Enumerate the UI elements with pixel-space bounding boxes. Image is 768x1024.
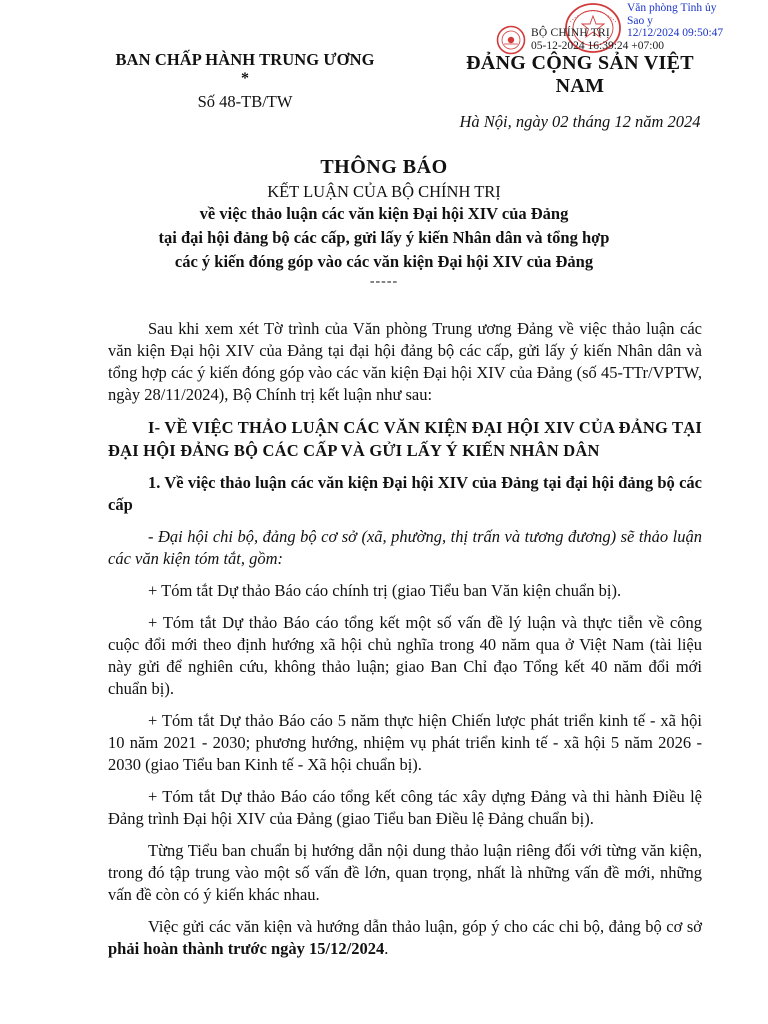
- deadline-paragraph: [108, 916, 702, 960]
- list-item: + Tóm tắt Dự thảo Báo cáo chính trị (giao Tiểu ban Văn kiện chuẩn bị).: [148, 581, 622, 600]
- party-block: [440, 52, 720, 132]
- document-body: [108, 318, 702, 970]
- place-date: Hà Nội, ngày 02 tháng 12 năm 2024: [459, 112, 701, 131]
- section-heading-1: I- VỀ VIỆC THẢO LUẬN CÁC VĂN KIỆN ĐẠI HỘI XIV CỦA ĐẢNG TẠI ĐẠI HỘI ĐẢNG BỘ CÁC CẤP VÀ GỬI LẤY Ý KIẾN NHÂN DÂN: [108, 418, 702, 460]
- title-block: [60, 156, 708, 290]
- subsection-heading-1: 1. Về việc thảo luận các văn kiện Đại hội XIV của Đảng tại đại hội đảng bộ các cấp: [108, 473, 702, 514]
- list-item: + Tóm tắt Dự thảo Báo cáo 5 năm thực hiện Chiến lược phát triển kinh tế - xã hội 10 năm 2021 - 2030; phương hướng, nhiệm vụ phát triển kinh tế - xã hội 5 năm 2026 - 2030 (giao Tiểu ban Kinh tế - Xã hội chuẩn bị).: [108, 711, 702, 774]
- subcommittee-paragraph: Từng Tiểu ban chuẩn bị hướng dẫn nội dung thảo luận riêng đối với từng văn kiện, trong đó tập trung vào một số vấn đề lớn, quan trọng, nhất là những vấn đề mới, những vấn đề còn có ý kiến khác nhau.: [108, 841, 702, 904]
- issuer-name: BAN CHẤP HÀNH TRUNG ƯƠNG: [115, 50, 375, 69]
- document-title: THÔNG BÁO: [320, 156, 448, 178]
- list-item: + Tóm tắt Dự thảo Báo cáo tổng kết công tác xây dựng Đảng và thi hành Điều lệ Đảng trình Đại hội XIV của Đảng (giao Tiểu ban Điều lệ Đảng chuẩn bị).: [108, 787, 702, 828]
- deadline-date: phải hoàn thành trước ngày 15/12/2024: [108, 939, 385, 958]
- issuer-block: [95, 50, 395, 112]
- italic-paragraph: - Đại hội chi bộ, đảng bộ cơ sở (xã, phường, thị trấn và tương đương) sẽ thảo luận các văn kiện tóm tắt, gồm:: [108, 527, 702, 568]
- signer-name: BỘ CHÍNH TRỊ: [531, 27, 610, 39]
- title-line-2: tại đại hội đảng bộ các cấp, gửi lấy ý kiến Nhân dân và tổng hợp: [158, 228, 610, 247]
- signed-timestamp: 05-12-2024 16:39:24 +07:00: [531, 40, 664, 52]
- copy-org: Văn phòng Tỉnh ủy: [627, 2, 717, 14]
- intro-paragraph: Sau khi xem xét Tờ trình của Văn phòng Trung ương Đảng về việc thảo luận các văn kiện Đại hội XIV của Đảng tại đại hội đảng bộ các cấp, gửi lấy ý kiến Nhân dân và tổng hợp các ý kiến đóng góp vào các văn kiện Đại hội XIV của Đảng (số 45-TTr/VPTW, ngày 28/11/2024), Bộ Chính trị kết luận như sau:: [108, 319, 702, 404]
- issuer-star: *: [241, 70, 249, 87]
- title-line-1: về việc thảo luận các văn kiện Đại hội XIV của Đảng: [199, 204, 569, 223]
- title-line-3: các ý kiến đóng góp vào các văn kiện Đại hội XIV của Đảng: [174, 252, 594, 271]
- copy-timestamp: 12/12/2024 09:50:47: [627, 27, 724, 39]
- list-item: + Tóm tắt Dự thảo Báo cáo tổng kết một số vấn đề lý luận và thực tiễn về công cuộc đổi mới theo định hướng xã hội chủ nghĩa trong 40 năm qua ở Việt Nam (tài liệu này gửi để nghiên cứu, không thảo luận; giao Ban Chỉ đạo Tổng kết 40 năm đổi mới chuẩn bị).: [108, 613, 702, 698]
- digital-seal-icon: [496, 25, 526, 55]
- party-name: ĐẢNG CỘNG SẢN VIỆT NAM: [466, 52, 694, 97]
- document-subtitle: KẾT LUẬN CỦA BỘ CHÍNH TRỊ: [267, 182, 501, 201]
- deadline-end: .: [384, 939, 389, 958]
- title-separator: -----: [369, 274, 399, 289]
- copy-label: Sao y: [627, 14, 653, 27]
- copy-stamp: [627, 2, 723, 40]
- deadline-lead: Việc gửi các văn kiện và hướng dẫn thảo luận, góp ý cho các chi bộ, đảng bộ cơ sở: [148, 917, 702, 936]
- document-number: Số 48-TB/TW: [197, 92, 293, 111]
